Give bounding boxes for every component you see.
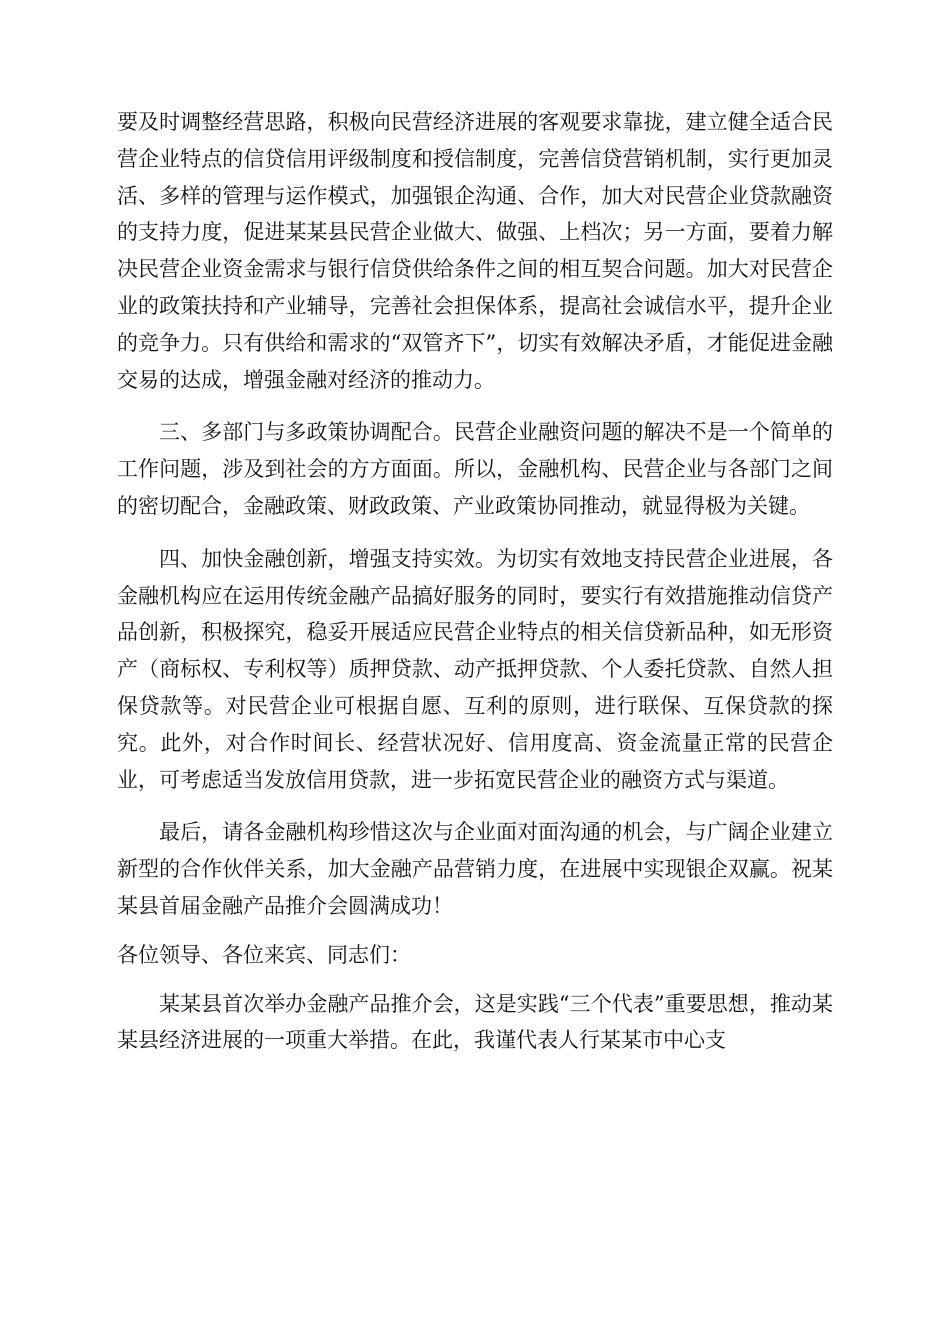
paragraph-section-four: 四、加快金融创新，增强支持实效。为切实有效地支持民营企业进展，各金融机构应在运用传统金融产品搞好服务的同时，要实行有效措施推动信贷产品创新，积极探究，稳妥开展适应民营企业特点的相关信贷新品种，如无形资产（商标权、专利权等）质押贷款、动产抵押贷款、个人委托贷款、自然人担保贷款等。对民营企业可根据自愿、互利的原则，进行联保、互保贷款的探究。此外，对合作时间长、经营状况好、信用度高、资金流量正常的民营企业，可考虑适当发放信用贷款，进一步拓宽民营企业的融资方式与渠道。 (117, 546, 833, 792)
paragraph-opening: 某某县首次举办金融产品推介会，这是实践“三个代表”重要思想，推动某某县经济进展的一项重大举措。在此，我谨代表人行某某市中心支 (117, 991, 833, 1053)
document-page (117, 104, 833, 1059)
paragraph-section-three: 三、多部门与多政策协调配合。民营企业融资问题的解决不是一个简单的工作问题，涉及到社会的方方面面。所以，金融机构、民营企业与各部门之间的密切配合，金融政策、财政政策、产业政策协同推动，就显得极为关键。 (117, 420, 833, 518)
paragraph-salutation: 各位领导、各位来宾、同志们： (117, 942, 411, 967)
paragraph-closing: 最后，请各金融机构珍惜这次与企业面对面沟通的机会，与广阔企业建立新型的合作伙伴关系，加大金融产品营销力度，在进展中实现银企双赢。祝某某县首届金融产品推介会圆满成功！ (117, 820, 833, 918)
paragraph-continuation: 要及时调整经营思路，积极向民营经济进展的客观要求靠拢，建立健全适合民营企业特点的信贷信用评级制度和授信制度，完善信贷营销机制，实行更加灵活、多样的管理与运作模式，加强银企沟通、合作，加大对民营企业贷款融资的支持力度，促进某某县民营企业做大、做强、上档次；另一方面，要着力解决民营企业资金需求与银行信贷供给条件之间的相互契合问题。加大对民营企业的政策扶持和产业辅导，完善社会担保体系，提高社会诚信水平，提升企业的竞争力。只有供给和需求的“双管齐下”，切实有效解决矛盾，才能促进金融交易的达成，增强金融对经济的推动力。 (117, 110, 833, 392)
